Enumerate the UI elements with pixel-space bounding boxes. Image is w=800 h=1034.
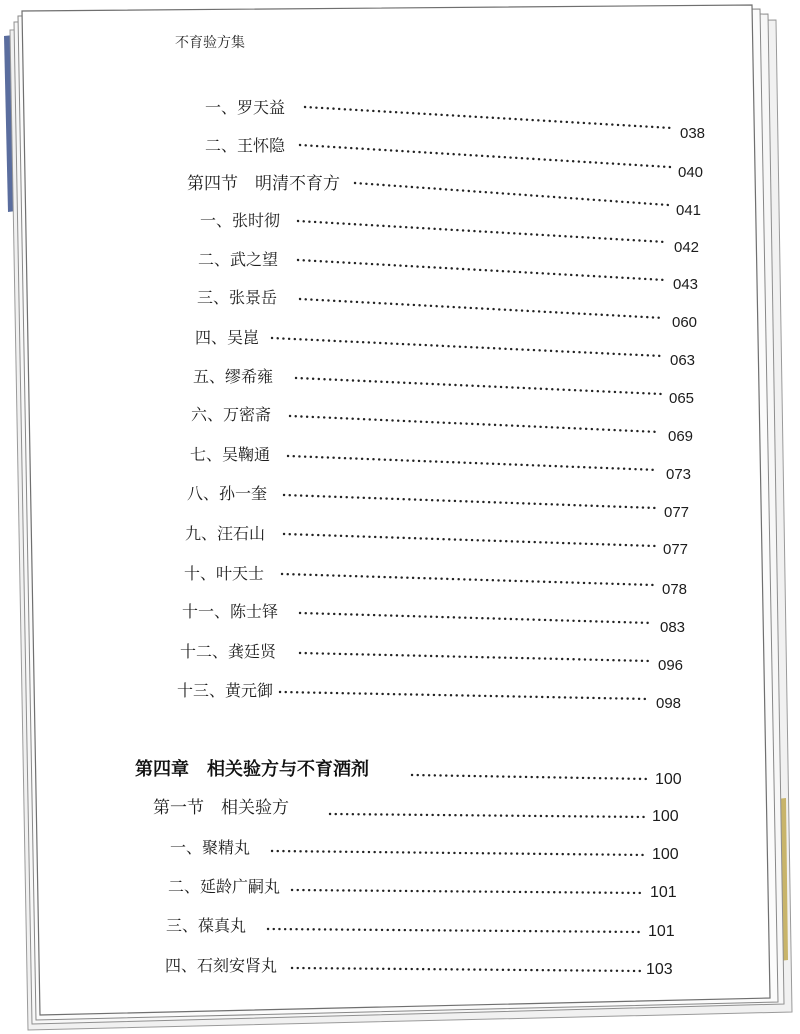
toc-entry-label: 六、万密斋 xyxy=(191,405,272,424)
toc-entry-label: 八、孙一奎 xyxy=(187,484,268,503)
toc-page-number: 078 xyxy=(662,581,688,598)
toc-page-number: 042 xyxy=(674,239,700,256)
toc-page-number: 096 xyxy=(658,657,684,674)
toc-entry-label: 九、汪石山 xyxy=(185,524,266,543)
toc-page-number: 041 xyxy=(676,202,702,219)
chapter-heading: 第四章 相关验方与不育酒剂 xyxy=(135,759,369,780)
toc-entry-label: 一、聚精丸 xyxy=(170,838,251,857)
toc-entry-label: 七、吴鞠通 xyxy=(190,445,271,464)
toc-entry-label: 三、张景岳 xyxy=(197,288,278,307)
toc-entry-label: 十、叶天士 xyxy=(184,564,265,583)
toc-page-number: 101 xyxy=(650,884,677,901)
toc-page-number: 073 xyxy=(666,466,692,483)
running-header: 不育验方集 xyxy=(175,35,245,51)
toc-entry-label: 四、石刻安肾丸 xyxy=(165,956,278,975)
toc-entry-label: 一、罗天益 xyxy=(205,98,286,117)
toc-entry-label: 二、武之望 xyxy=(198,250,279,269)
toc-entry-label: 一、张时彻 xyxy=(200,211,281,230)
toc-page-number: 043 xyxy=(673,276,699,293)
toc-entry-label: 五、缪希雍 xyxy=(193,367,274,386)
toc-page-number: 083 xyxy=(660,619,686,636)
toc-page-number: 098 xyxy=(656,695,682,712)
section-heading: 第一节 相关验方 xyxy=(153,798,289,818)
toc-page-number: 100 xyxy=(655,771,682,788)
toc-page-number: 038 xyxy=(680,125,706,142)
toc-entry-label: 四、吴崑 xyxy=(195,328,260,347)
toc-page-number: 063 xyxy=(670,352,696,369)
toc-entry-label: 十一、陈士铎 xyxy=(182,602,279,621)
toc-page-number: 100 xyxy=(652,808,679,825)
toc-page-number: 103 xyxy=(646,961,673,978)
toc-entry-label: 三、葆真丸 xyxy=(166,916,247,935)
section-heading: 第四节 明清不育方 xyxy=(187,174,340,194)
toc-page-number: 077 xyxy=(663,541,689,558)
toc-page-number: 069 xyxy=(668,428,694,445)
toc-page-number: 077 xyxy=(664,504,690,521)
toc-page-number: 101 xyxy=(648,923,675,940)
toc-entry-label: 二、延龄广嗣丸 xyxy=(168,877,281,896)
toc-entry-label: 十二、龚廷贤 xyxy=(180,642,277,661)
toc-page-number: 100 xyxy=(652,846,679,863)
toc-page-number: 065 xyxy=(669,390,695,407)
toc-entry-label: 二、王怀隐 xyxy=(205,136,286,155)
toc-entry-label: 十三、黄元御 xyxy=(177,681,274,700)
toc-page-number: 040 xyxy=(678,164,704,181)
toc-page-number: 060 xyxy=(672,314,698,331)
